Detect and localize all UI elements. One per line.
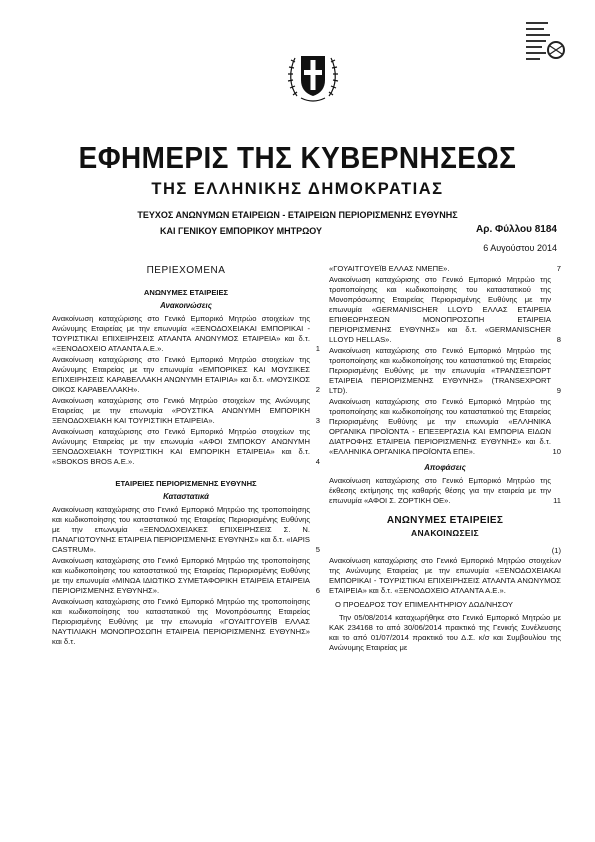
gazette-title: ΕΦΗΜΕΡΙΣ ΤΗΣ ΚΥΒΕΡΝΗΣΕΩΣ bbox=[78, 140, 517, 175]
toc-entry-text: Ανακοίνωση καταχώρισης στο Γενικό Εμπορικό Μητρώο της τροποποίησης και κωδικοποίησης του καταστατικού της Εταιρείας Περιορισμένης Ευθύνης με την επωνυμία «ΕΛΛΗΝΙΚΑ ΟΡΓΑΝΙΚΑ ΠΡΟΪΟΝΤΑ - ΕΠΕΞΕΡΓΑΣΙΑ ΚΑΙ ΕΜΠΟΡΙΑ ΕΙΔΩΝ ΔΙΑΤΡΟΦΗΣ ΕΤΑΙΡΕΙΑ ΠΕΡΙΟΡΙΣΜΕΝΗΣ ΕΥΘΥΝΗΣ» και δ.τ. «ΕΛΛΗΝΙΚΑ ΟΡΓΑΝΙΚΑ ΠΡΟΪΟΝΤΑ ΕΠΕ». bbox=[329, 397, 551, 456]
article-section-title: ΑΝΩΝΥΜΕΣ ΕΤΑΙΡΕΙΕΣ bbox=[386, 515, 504, 526]
toc-entry-text: Ανακοίνωση καταχώρισης στο Γενικό Εμπορικό Μητρώο της έκθεσης εκτίμησης της καθαρής θέσης για την εταιρεία με την επωνυμία «ΑΦΟΙ Σ. ΖΟΡΤΙΚΗ ΟΕ». bbox=[329, 476, 551, 505]
toc-section-heading: ΕΤΑΙΡΕΙΕΣ ΠΕΡΙΟΡΙΣΜΕΝΗΣ ΕΥΘΥΝΗΣ bbox=[115, 479, 257, 488]
toc-entry-text: «ΓΟΥΑΙΤΓΟΥΕΪΒ ΕΛΛΑΣ ΝΜΕΠΕ». bbox=[329, 264, 450, 273]
toc-entry[interactable] bbox=[52, 396, 320, 426]
issue-series-line-1: ΤΕΥΧΟΣ ΑΝΩΝΥΜΩΝ ΕΤΑΙΡΕΙΩΝ - ΕΤΑΙΡΕΙΩΝ ΠΕΡΙΟΡΙΣΜΕΝΗΣ ΕΥΘΥΝΗΣ bbox=[137, 210, 458, 220]
issue-series-line-2: ΚΑΙ ΓΕΝΙΚΟΥ ΕΜΠΟΡΙΚΟΥ ΜΗΤΡΩΟΥ bbox=[160, 226, 323, 236]
toc-entry[interactable] bbox=[329, 275, 561, 345]
toc-right-column bbox=[329, 264, 561, 653]
digital-signature-stamp-icon bbox=[524, 20, 568, 72]
greek-coat-of-arms-icon bbox=[287, 46, 339, 104]
toc-entry[interactable] bbox=[52, 597, 320, 647]
toc-subsection-heading: Καταστατικά bbox=[163, 492, 209, 501]
toc-entry-text: Ανακοίνωση καταχώρισης στο Γενικό Εμπορικό Μητρώο στοιχείων της Ανώνυμης Εταιρείας με την επωνυμία «ΞΕΝΟΔΟΧΕΙΑΚΑΙ ΕΜΠΟΡΙΚΑΙ - ΤΟΥΡΙΣΤΙΚΑΙ ΕΠΙΧΕΙΡΗΣΕΙΣ ΑΤΛΑΝΤΑ ΑΝΩΝΥΜΟΣ ΕΤΑΙΡΕΙΑ» και δ.τ. «ΞΕΝΟΔΟΧΕΙΟ ΑΤΛΑΝΤΑ Α.Ε.». bbox=[52, 314, 310, 353]
toc-entry-page: 11 bbox=[553, 496, 561, 505]
toc-entry-page: 9 bbox=[556, 386, 561, 395]
notice-number: (1) bbox=[551, 546, 561, 555]
toc-left-column bbox=[52, 264, 320, 648]
toc-entry-text: Ανακοίνωση καταχώρισης στο Γενικό Εμπορικό Μητρώο της τροποποίησης και κωδικοποίησης του καταστατικού της Μονοπρόσωπης Εταιρείας Περιορισμένης Ευθύνης με την επωνυμία «GERMANISCHER LLOYD ΕΛΛΑΣ ΕΤΑΙΡΕΙΑ ΕΠΙΘΕΩΡΗΣΕΩΝ ΜΟΝΟΠΡΟΣΩΠΗ ΕΤΑΙΡΕΙΑ ΠΕΡΙΟΡΙΣΜΕΝΗΣ ΕΥΘΥΝΗΣ» και δ.τ. «GERMANISCHER LLOYD HELLAS». bbox=[329, 275, 551, 344]
sheet-number: Αρ. Φύλλου 8184 bbox=[476, 224, 557, 235]
toc-entry[interactable] bbox=[52, 427, 320, 467]
issuer-title: Ο ΠΡΟΕΔΡΟΣ ΤΟΥ ΕΠΙΜΕΛΗΤΗΡΙΟΥ ΔΩΔ/ΝΗΣΟΥ bbox=[335, 600, 513, 609]
toc-entry-text: Ανακοίνωση καταχώρισης στο Γενικό Εμπορικό Μητρώο στοιχείων της Ανώνυμης Εταιρείας με την επωνυμία «ΑΦΟΙ ΣΜΠΟΚΟΥ ΑΝΩΝΥΜΗ ΞΕΝΟΔΟΧΕΙΑΚΗ ΤΟΥΡΙΣΤΙΚΗ ΚΑΙ ΕΜΠΟΡΙΚΗ ΕΤΑΙΡΕΙΑ» και δ.τ. «SBOKOS BROS A.E.». bbox=[52, 427, 310, 466]
toc-entry-page: 10 bbox=[552, 447, 561, 456]
toc-entry-text: Ανακοίνωση καταχώρισης στο Γενικό Εμπορικό Μητρώο της τροποποίησης και κωδικοποίησης του καταστατικού της Εταιρείας Περιορισμένης Ευθύνης με την επωνυμία «ΞΕΝΟΔΟΧΕΙΑΚΕΣ ΕΠΙΧΕΙΡΗΣΕΙΣ Σ. Ν. ΠΑΝΑΓΙΩΤΟΥΝΗΣ ΕΤΑΙΡΕΙΑ ΠΕΡΙΟΡΙΣΜΕΝΗΣ ΕΥΘΥΝΗΣ» και δ.τ. «IAPIS CASTRUM». bbox=[52, 505, 310, 554]
toc-entry-text: Ανακοίνωση καταχώρισης στο Γενικό Εμπορικό Μητρώο της τροποποίησης και κωδικοποίησης του καταστατικού της Μονοπρόσωπης Εταιρείας Περιορισμένης Ευθύνης με την επωνυμία «ΓΟΥΑΙΤΓΟΥΕΪΒ ΕΛΛΑΣ ΝΑΥΤΙΛΙΑΚΗ ΜΟΝΟΠΡΟΣΩΠΗ ΕΤΑΙΡΕΙΑ ΠΕΡΙΟΡΙΣΜΕΝΗΣ ΕΥΘΥΝΗΣ» και δ.τ. bbox=[52, 597, 310, 646]
notice-body: Την 05/08/2014 καταχωρήθηκε στο Γενικό Εμπορικό Μητρώο με ΚΑΚ 234168 το από 30/06/2014 πρακτικό της Γενικής Συνέλευσης και το από 01/07/2014 πρακτικό του Δ.Σ. κ/σ και Συμβουλίου της Ανώνυμης Εταιρείας με bbox=[329, 613, 561, 652]
toc-entry[interactable] bbox=[52, 556, 320, 596]
toc-section-heading: ΑΝΩΝΥΜΕΣ ΕΤΑΙΡΕΙΕΣ bbox=[143, 288, 229, 297]
toc-entry-page: 3 bbox=[315, 416, 320, 425]
toc-entry[interactable] bbox=[329, 346, 561, 396]
toc-title: ΠΕΡΙΕΧΟΜΕΝΑ bbox=[146, 265, 226, 276]
toc-entry[interactable] bbox=[52, 505, 320, 555]
publication-date: 6 Αυγούστου 2014 bbox=[483, 243, 557, 253]
toc-entry-text: Ανακοίνωση καταχώρισης στο Γενικό Εμπορικό Μητρώο της τροποποίησης και κωδικοποίησης του καταστατικού της Εταιρείας Περιορισμένης Ευθύνης με την επωνυμία «ΤΡΑΝΣΕΞΠΟΡΤ ΕΤΑΙΡΕΙΑ ΠΕΡΙΟΡΙΣΜΕΝΗΣ ΕΥΘΥΝΗΣ» (TRANSEXPORT LTD). bbox=[329, 346, 551, 395]
toc-entry-text: Ανακοίνωση καταχώρισης στο Γενικό Εμπορικό Μητρώο της τροποποίησης και κωδικοποίησης του καταστατικού της Εταιρείας Περιορισμένης Ευθύνης με την επωνυμία «ΜΙΝΩΑ ΙΔΙΩΤΙΚΟ ΣΥΜΕΤΑΦΟΡΙΚΗ ΕΤΑΙΡΕΙΑ ΕΤΑΙΡΕΙΑ ΠΕΡΙΟΡΙΣΜΕΝΗΣ ΕΥΘΥΝΗΣ». bbox=[52, 556, 310, 595]
toc-entry[interactable] bbox=[52, 314, 320, 354]
toc-entry-page: 1 bbox=[315, 344, 320, 353]
notice-heading: Ανακοίνωση καταχώρισης στο Γενικό Εμπορικό Μητρώο στοιχείων της Ανώνυμης Εταιρείας με την επωνυμία «ΞΕΝΟΔΟΧΕΙΑΚΑΙ ΕΜΠΟΡΙΚΑΙ - ΤΟΥΡΙΣΤΙΚΑΙ ΕΠΙΧΕΙΡΗΣΕΙΣ ΑΤΛΑΝΤΑ ΑΝΩΝΥΜΟΣ ΕΤΑΙΡΕΙΑ» και δ.τ. «ΞΕΝΟΔΟΧΕΙΟ ΑΤΛΑΝΤΑ Α.Ε.». bbox=[329, 556, 561, 595]
toc-entry-page: 6 bbox=[315, 586, 320, 595]
gazette-subtitle: ΤΗΣ ΕΛΛΗΝΙΚΗΣ ΔΗΜΟΚΡΑΤΙΑΣ bbox=[151, 180, 444, 198]
toc-entry-page: 2 bbox=[315, 385, 320, 394]
article-section-subtitle: ΑΝΑΚΟΙΝΩΣΕΙΣ bbox=[411, 528, 479, 538]
toc-entry-text: Ανακοίνωση καταχώρισης στο Γενικό Εμπορικό Μητρώο στοιχείων της Ανώνυμης Εταιρείας με την επωνυμία «ΕΜΠΟΡΙΚΕΣ ΚΑΙ ΜΟΥΣΙΚΕΣ ΕΠΙΧΕΙΡΗΣΕΙΣ ΚΑΡΑΒΕΛΛΑΚΗ ΑΝΩΝΥΜΗ ΕΤΑΙΡΙΑ» και δ.τ. «ΜΟΥΣΙΚΟΣ ΟΙΚΟΣ ΚΑΡΑΒΕΛΛΑΚΗ». bbox=[52, 355, 310, 394]
toc-subsection-heading: Ανακοινώσεις bbox=[160, 301, 212, 310]
toc-entry[interactable] bbox=[52, 355, 320, 395]
toc-entry-page: 5 bbox=[315, 545, 320, 554]
toc-entry-page: 7 bbox=[556, 264, 561, 273]
toc-entry[interactable] bbox=[329, 397, 561, 457]
toc-entry[interactable] bbox=[329, 476, 561, 506]
toc-entry-page: 4 bbox=[315, 457, 320, 466]
toc-entry-page: 8 bbox=[556, 335, 561, 344]
toc-entry[interactable] bbox=[329, 264, 561, 274]
toc-subsection-heading: Αποφάσεις bbox=[424, 463, 466, 472]
toc-entry-text: Ανακοίνωση καταχώρισης στο Γενικό Μητρώο στοιχείων της Ανώνυμης Εταιρείας με την επωνυμία «ΡΟΥΣΤΙΚΑ ΑΝΩΝΥΜΗ ΕΜΠΟΡΙΚΗ ΞΕΝΟΔΟΧΕΙΑΚΗ ΚΑΙ ΤΟΥΡΙΣΤΙΚΗ ΕΤΑΙΡΕΙΑ». bbox=[52, 396, 310, 425]
